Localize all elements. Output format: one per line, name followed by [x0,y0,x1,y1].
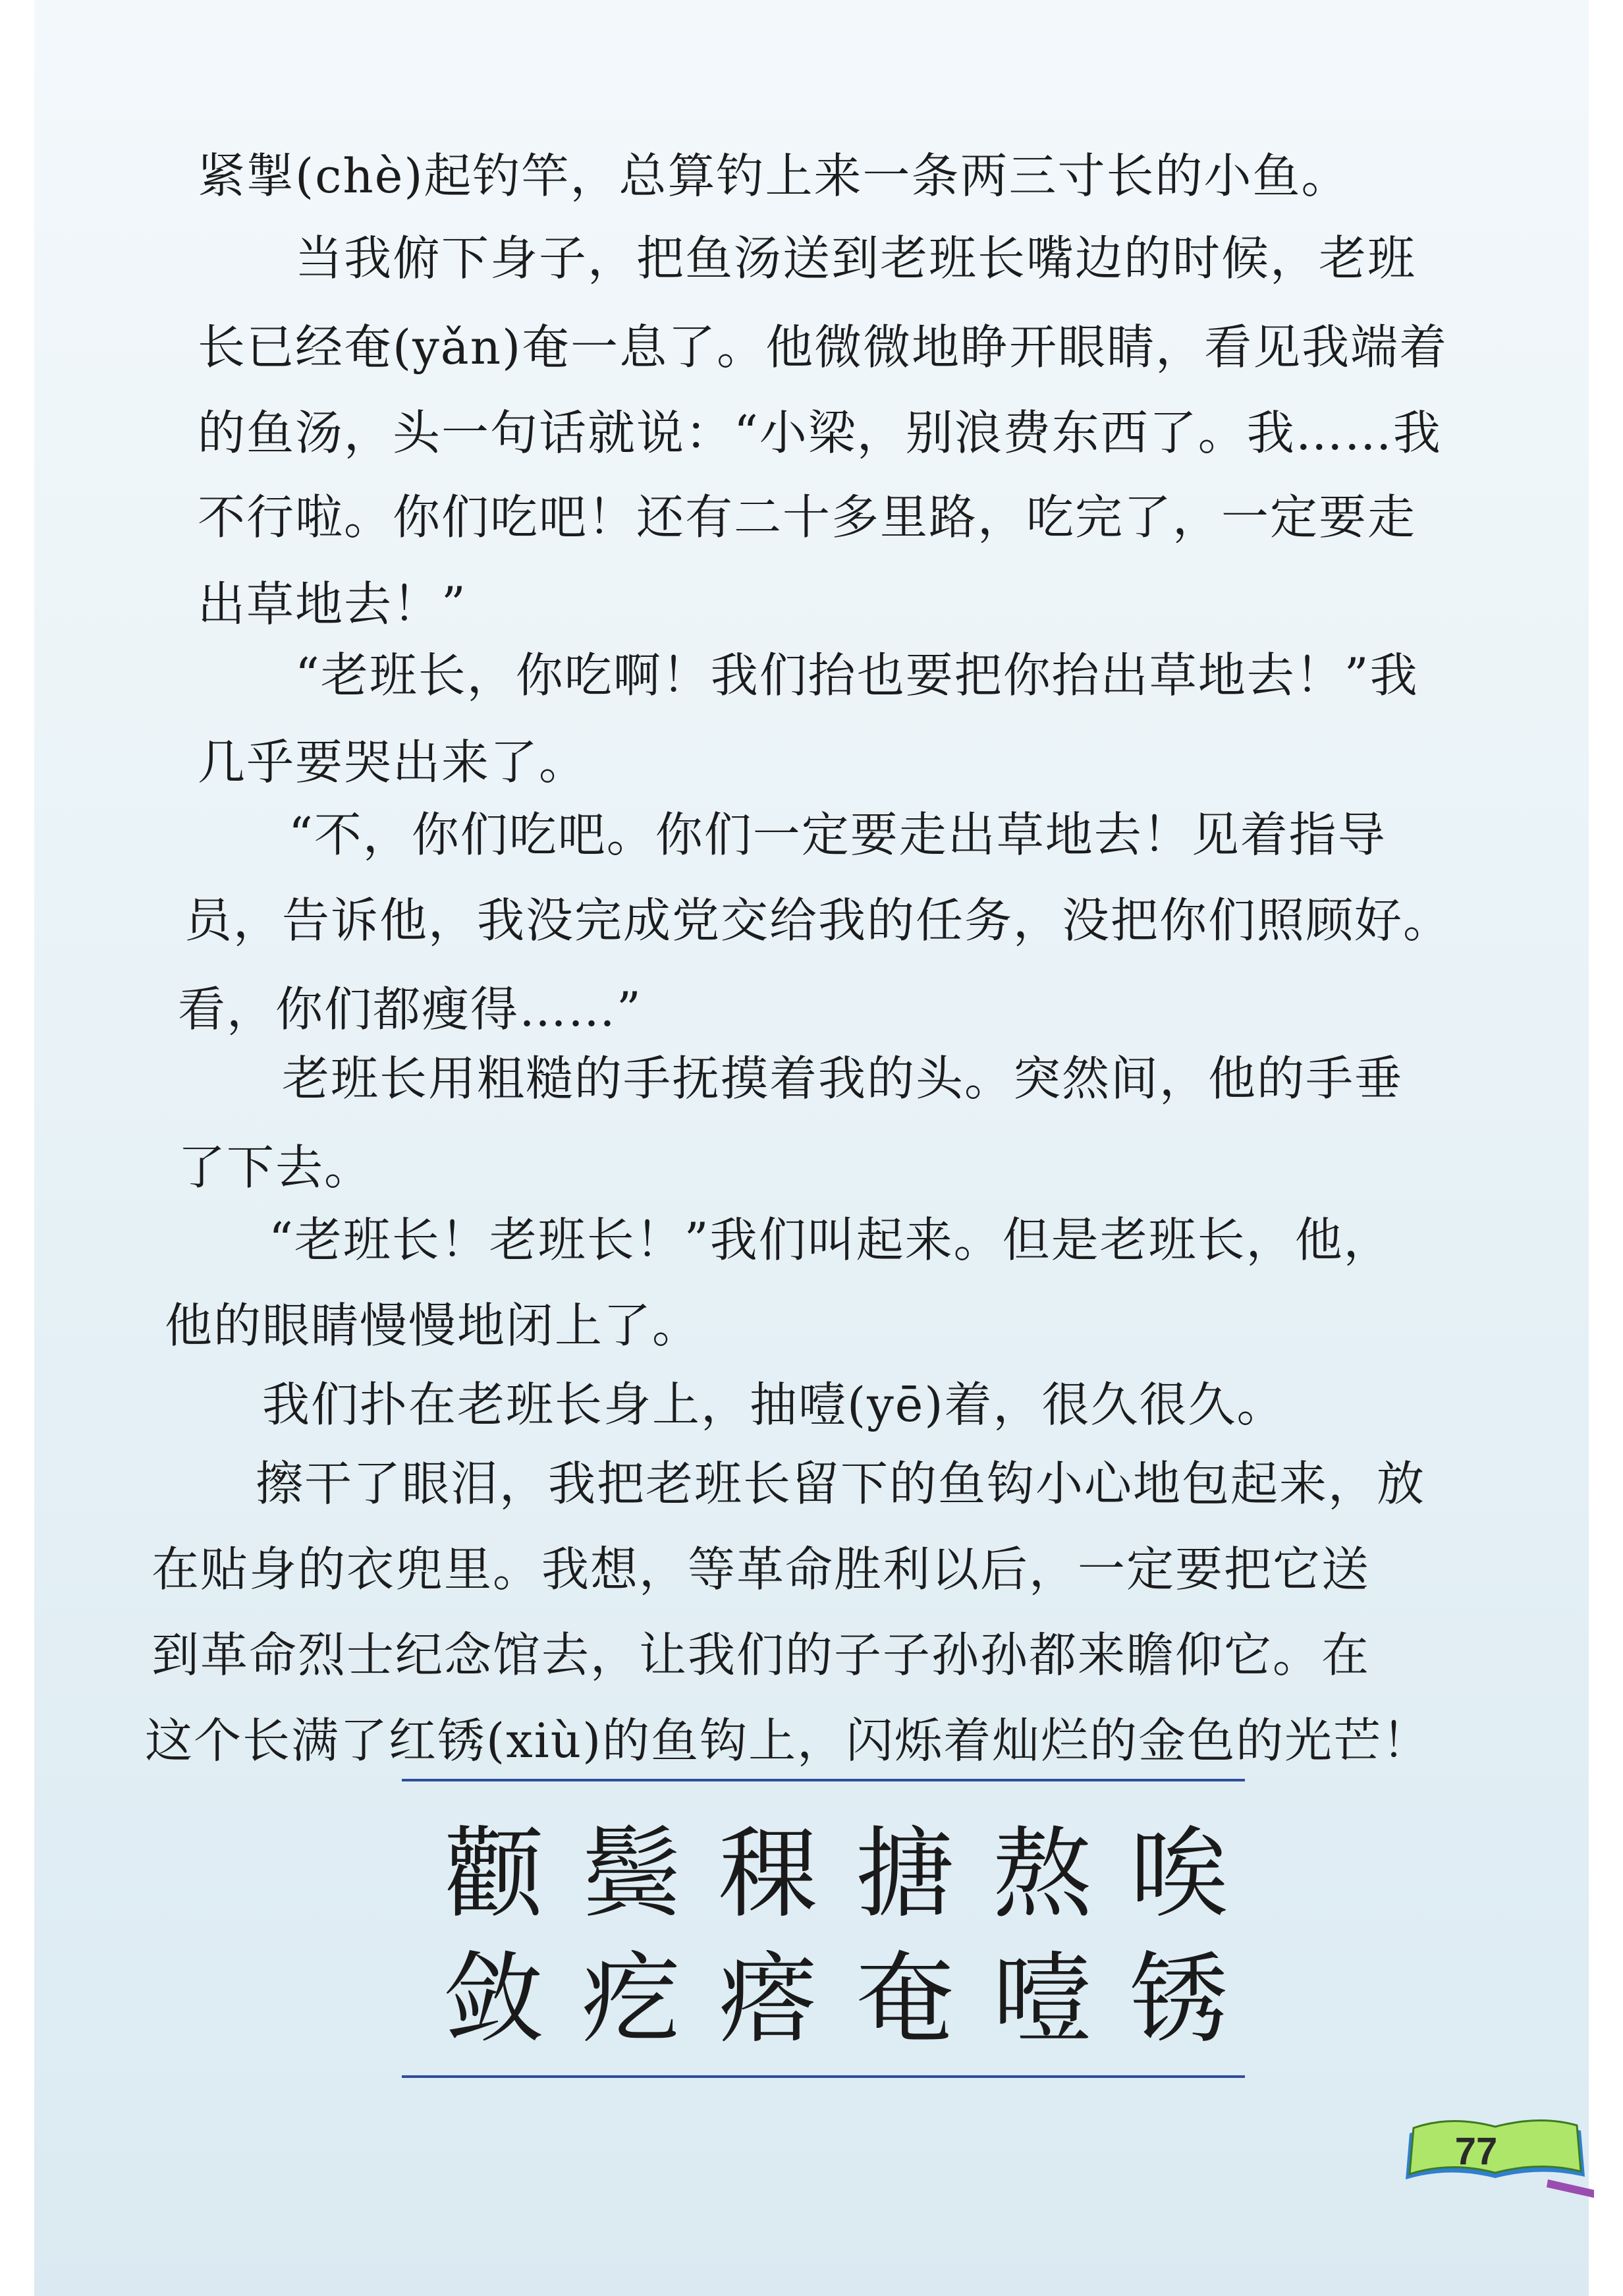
text-line: 在贴身的衣兜里。我想，等革命胜利以后，一定要把它送 [151,1542,1371,1597]
character: 奄 [855,1942,954,2057]
page-number: 77 [1454,2130,1498,2173]
text-line: 紧掣(chè)起钓竿，总算钓上来一条两三寸长的小鱼。 [198,148,1350,204]
text-line: “不，你们吃吧。你们一定要走出草地去！见着指导 [191,807,1387,862]
text-line: 老班长用粗糙的手抚摸着我的头。突然间，他的手垂 [184,1051,1404,1106]
text-line: 他的眼睛慢慢地闭上了。 [165,1298,701,1353]
character: 敛 [444,1942,543,2057]
character: 锈 [1129,1942,1228,2057]
new-characters-row-2 [435,1940,1238,2059]
text-line: 这个长满了红锈(xiù)的鱼钩上，闪烁着灿烂的金色的光芒！ [145,1713,1431,1768]
new-characters-row-1 [435,1815,1238,1934]
text-line: “老班长，你吃啊！我们抬也要把你抬出草地去！”我 [198,648,1419,703]
text-line: 几乎要哭出来了。 [198,735,588,790]
character: 熬 [992,1817,1091,1932]
text-line: “老班长！老班长！”我们叫起来。但是老班长，他， [171,1212,1392,1268]
bottom-divider [402,2075,1245,2078]
text-line: 出草地去！” [198,576,467,632]
text-line: 了下去。 [178,1140,373,1195]
text-line: 到革命烈士纪念馆去，让我们的子子孙孙都来瞻仰它。在 [151,1627,1371,1683]
top-divider [402,1779,1245,1781]
character: 鬓 [581,1817,680,1932]
text-line: 擦干了眼泪，我把老班长留下的鱼钩小心地包起来，放 [158,1456,1426,1511]
text-line: 不行啦。你们吃吧！还有二十多里路，吃完了，一定要走 [198,490,1417,545]
text-line: 长已经奄(yǎn)奄一息了。他微微地睁开眼睛，看见我端着 [198,320,1448,375]
character: 搪 [855,1817,954,1932]
character: 瘩 [718,1942,817,2057]
text-line: 我们扑在老班长身上，抽噎(yē)着，很久很久。 [165,1377,1286,1432]
character: 颧 [444,1817,543,1932]
text-line: 当我俯下身子，把鱼汤送到老班长嘴边的时候，老班 [198,231,1417,286]
character: 唉 [1129,1817,1228,1932]
character: 稞 [718,1817,817,1932]
text-line: 员，告诉他，我没完成党交给我的任务，没把你们照顾好。 [184,893,1452,948]
text-line: 的鱼汤，头一句话就说：“小梁，别浪费东西了。我……我 [198,405,1442,461]
character: 噎 [992,1942,1091,2057]
character: 疙 [581,1942,680,2057]
text-line: 看，你们都瘦得……” [178,982,642,1037]
